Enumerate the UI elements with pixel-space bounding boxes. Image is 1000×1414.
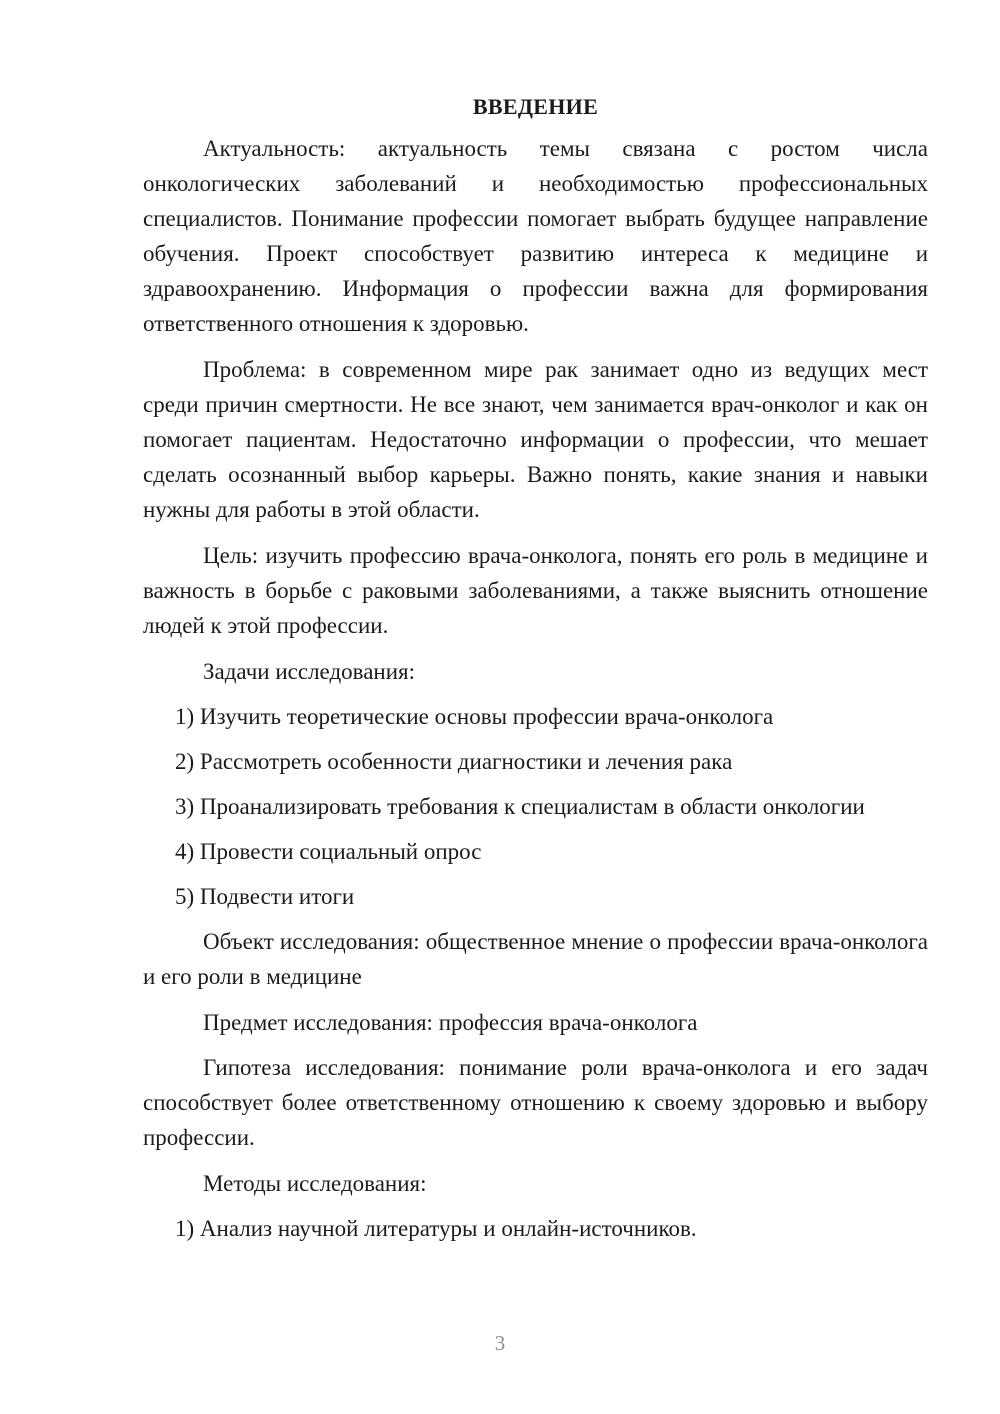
paragraph-subject: Предмет исследования: профессия врача-онколога xyxy=(203,1010,698,1035)
task-item-5: 5) Подвести итоги xyxy=(175,884,355,909)
page-number: 3 xyxy=(494,1331,506,1355)
task-item-3: 3) Проанализировать требования к специалистам в области онкологии xyxy=(175,794,865,819)
task-item-4: 4) Провести социальный опрос xyxy=(175,839,482,864)
paragraph-hypothesis: Гипотеза исследования: понимание роли врача-онколога и его задач способствует более ответственному отношению к своему здоровью и выбору профессии. xyxy=(143,1055,928,1150)
page-content xyxy=(143,92,928,1256)
tasks-label: Задачи исследования: xyxy=(203,659,416,684)
section-heading: ВВЕДЕНИЕ xyxy=(472,94,599,119)
method-item-1: 1) Анализ научной литературы и онлайн-источников. xyxy=(175,1216,697,1241)
methods-label: Методы исследования: xyxy=(203,1171,427,1196)
task-item-2: 2) Рассмотреть особенности диагностики и лечения рака xyxy=(175,749,733,774)
paragraph-goal: Цель: изучить профессию врача-онколога, понять его роль в медицине и важность в борьбе с раковыми заболеваниями, а также выяснить отношение людей к этой профессии. xyxy=(143,543,928,638)
paragraph-relevance: Актуальность: актуальность темы связана с ростом числа онкологических заболеваний и необходимостью профессиональных специалистов. Понимание профессии помогает выбрать будущее направление обучения. Проект способствует развитию интереса к медицине и здравоохранению. Информация о профессии важна для формирования ответственного отношения к здоровью. xyxy=(143,136,928,336)
paragraph-problem: Проблема: в современном мире рак занимает одно из ведущих мест среди причин смертности. Не все знают, чем занимается врач-онколог и как он помогает пациентам. Недостаточно информации о профессии, что мешает сделать осознанный выбор карьеры. Важно понять, какие знания и навыки нужны для работы в этой области. xyxy=(143,357,928,522)
task-item-1: 1) Изучить теоретические основы профессии врача-онколога xyxy=(175,704,774,729)
paragraph-object: Объект исследования: общественное мнение о профессии врача-онколога и его роли в медицине xyxy=(143,929,928,989)
